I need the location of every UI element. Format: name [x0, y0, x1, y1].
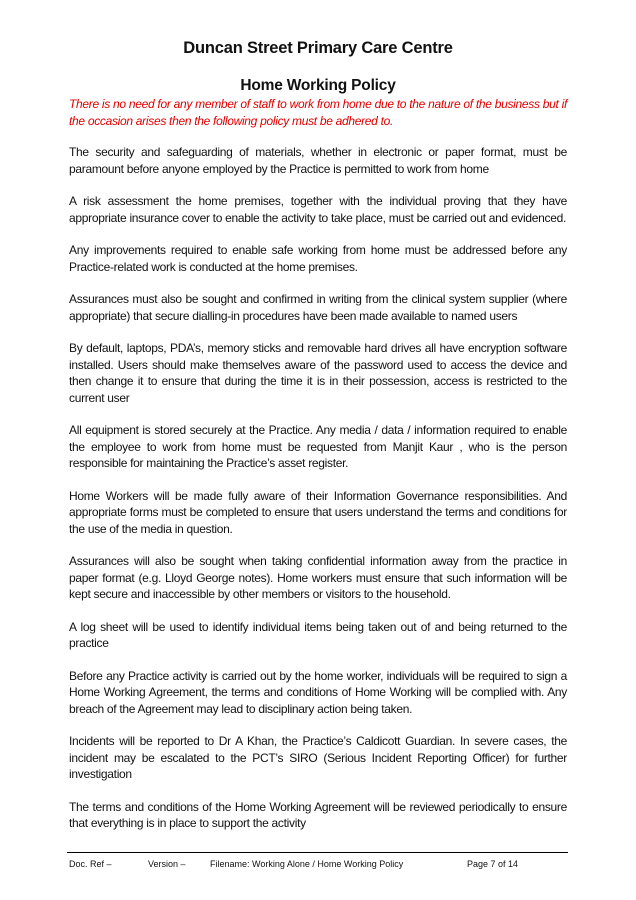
- footer-doc-ref: Doc. Ref –: [69, 859, 112, 869]
- paragraph-review: The terms and conditions of the Home Working Agreement will be reviewed periodically to ensure that everything is in place to support the activity: [69, 799, 567, 830]
- footer-version: Version –: [148, 859, 186, 869]
- paragraph-log-sheet: A log sheet will be used to identify individual items being taken out of and being returned to the practice: [69, 619, 567, 650]
- paragraph-risk-assessment: A risk assessment the home premises, together with the individual proving that they have appropriate insurance cover to enable the activity to take place, must be carried out and evidenced.: [69, 194, 567, 225]
- paragraph-paper-format: Assurances will also be sought when taking confidential information away from the practice in paper format (e.g. Lloyd George notes). Home workers must ensure that such information will be kept secure and inaccessible by other members or visitors to the household.: [69, 554, 567, 601]
- paragraph-assurances-supplier: Assurances must also be sought and confirmed in writing from the clinical system supplier (where appropriate) that secure dialling-in procedures have been made available to named users: [69, 292, 567, 323]
- footer-page-number: Page 7 of 14: [467, 859, 519, 869]
- policy-title: Home Working Policy: [240, 77, 396, 94]
- organisation-title: Duncan Street Primary Care Centre: [183, 39, 453, 57]
- paragraph-improvements: Any improvements required to enable safe working from home must be addressed before any Practice-related work is conducted at the home premises.: [69, 243, 567, 274]
- paragraph-agreement: Before any Practice activity is carried out by the home worker, individuals will be required to sign a Home Working Agreement, the terms and conditions of Home Working will be complied with. Any breach of the Agreement may lead to disciplinary action being taken.: [69, 668, 567, 716]
- page-footer: [0, 858, 636, 872]
- paragraph-equipment: All equipment is stored securely at the Practice. Any media / data / information required to enable the employee to work from home must be requested from Manjit Kaur , who is the person responsible for maintaining the Practice’s asset register.: [69, 423, 567, 470]
- paragraph-security: The security and safeguarding of materials, whether in electronic or paper format, must be paramount before anyone employed by the Practice is permitted to work from home: [69, 145, 567, 176]
- policy-notice: There is no need for any member of staff to work from home due to the nature of the business but if the occasion arises then the following policy must be adhered to.: [69, 97, 567, 128]
- footer-divider: [67, 852, 568, 853]
- paragraph-encryption: By default, laptops, PDA’s, memory sticks and removable hard drives all have encryption software installed. Users should make themselves aware of the password used to access the device and then change it to ensure that during the time it is in their possession, access is restricted to the current user: [69, 341, 567, 405]
- paragraph-incidents: Incidents will be reported to Dr A Khan, the Practice’s Caldicott Guardian. In severe cases, the incident may be escalated to the PCT’s SIRO (Serious Incident Reporting Officer) for further investigation: [69, 734, 567, 781]
- policy-body: [69, 144, 567, 848]
- paragraph-information-governance: Home Workers will be made fully aware of their Information Governance responsibilities. And appropriate forms must be completed to ensure that users understand the terms and conditions for the use of the media in question.: [69, 488, 567, 536]
- footer-filename: Filename: Working Alone / Home Working Policy: [210, 859, 404, 869]
